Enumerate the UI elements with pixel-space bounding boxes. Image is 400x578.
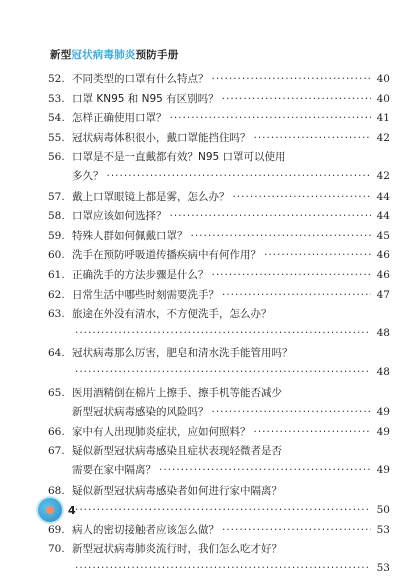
toc-entry-page: 42 xyxy=(376,131,390,144)
dot-leader xyxy=(170,109,372,128)
page-number: 4 xyxy=(68,503,76,517)
toc-entry-number: 70. xyxy=(48,543,65,556)
toc-entry[interactable] xyxy=(48,148,390,186)
toc-entry-title: 旅途在外没有清水，不方便洗手，怎么办？ xyxy=(72,308,272,321)
header-suffix: 预防手册 xyxy=(135,48,179,61)
toc-entry-page: 48 xyxy=(376,327,390,340)
toc-entry-title: 新型冠状病毒肺炎流行时，我们怎么吃才好？ xyxy=(72,543,282,556)
dot-leader xyxy=(212,70,372,89)
dot-leader xyxy=(222,286,371,305)
toc-entry[interactable] xyxy=(48,266,390,285)
dot-leader xyxy=(254,129,372,148)
toc-entry-number: 54. xyxy=(48,112,65,125)
toc-entry-page: 50 xyxy=(376,503,390,516)
toc-entry-title: 疑似新型冠状病毒感染者如何进行家中隔离？ xyxy=(72,484,282,497)
toc-entry-number: 62. xyxy=(48,288,65,301)
toc-entry[interactable] xyxy=(48,188,390,207)
toc-entry-number: 57. xyxy=(48,190,65,203)
toc-entry-number: 52. xyxy=(48,73,65,85)
toc-entry-title: 冠状病毒体积很小，戴口罩能挡住吗？ xyxy=(72,131,251,144)
toc-entry-title: 冠状病毒那么厉害，肥皂和清水洗手能管用吗？ xyxy=(72,347,293,360)
toc-entry[interactable] xyxy=(48,540,390,578)
toc-entry-title: 医用酒精倒在棉片上擦手、擦手机等能否减少 xyxy=(72,386,282,399)
toc-entry-number: 65. xyxy=(48,386,65,399)
dot-leader xyxy=(264,246,371,265)
toc-entry-page: 41 xyxy=(376,112,390,125)
toc-entry-number: 69. xyxy=(48,523,65,536)
toc-entry[interactable] xyxy=(48,70,390,89)
toc-entry-title: 新型冠状病毒感染的风险吗？ xyxy=(72,405,209,418)
dot-leader xyxy=(159,461,371,480)
toc-entry-title: 疑似新型冠状病毒感染且症状表现轻微者是否 xyxy=(72,445,282,458)
toc-entry[interactable] xyxy=(48,246,390,265)
toc-entry-page: 40 xyxy=(376,73,390,85)
toc-entry[interactable] xyxy=(48,423,390,442)
toc-entry[interactable] xyxy=(48,129,390,148)
dot-leader xyxy=(222,90,371,109)
toc-entry-page: 53 xyxy=(376,523,390,536)
toc-entry-page: 44 xyxy=(376,210,390,223)
header-highlight: 冠状病毒肺炎 xyxy=(71,48,136,61)
toc-entry-page: 48 xyxy=(376,366,390,379)
toc-entry-page: 40 xyxy=(376,92,390,105)
toc-entry-title: 不同类型的口罩有什么特点？ xyxy=(72,73,209,85)
dot-leader xyxy=(75,324,371,343)
dot-leader xyxy=(254,423,372,442)
toc-entry[interactable] xyxy=(48,305,390,343)
toc-entry-title: 需要在家中隔离？ xyxy=(72,464,156,477)
toc-entry-number: 63. xyxy=(48,308,65,321)
toc-entry-number: 55. xyxy=(48,131,65,144)
toc-entry-page: 44 xyxy=(376,190,390,203)
toc-entry-number: 59. xyxy=(48,229,65,242)
toc-entry-page: 46 xyxy=(376,269,390,281)
toc-entry[interactable] xyxy=(48,442,390,480)
toc-entry-number: 58. xyxy=(48,210,65,223)
toc-entry-number: 53. xyxy=(48,92,65,105)
dot-leader xyxy=(170,207,372,226)
toc-entry-title: 戴上口罩眼镜上都是雾，怎么办？ xyxy=(72,190,230,203)
dot-leader xyxy=(75,363,371,382)
dot-leader xyxy=(191,227,372,246)
virus-icon xyxy=(38,498,62,522)
toc-entry-number: 67. xyxy=(48,445,65,458)
toc-entry-title: 病人的密切接触者应该怎么做？ xyxy=(72,523,219,536)
dot-leader xyxy=(75,501,371,520)
toc-entry[interactable] xyxy=(48,286,390,305)
dot-leader xyxy=(75,559,371,578)
toc-entry-number: 66. xyxy=(48,425,65,438)
toc-entry-number: 64. xyxy=(48,347,65,360)
toc-entry-title: 口罩应该如何选择？ xyxy=(72,210,167,223)
toc-entry-title: 口罩 KN95 和 N95 有区别吗？ xyxy=(72,92,219,105)
toc-entry-title: 多久？ xyxy=(72,170,104,183)
toc-entry-title: 日常生活中哪些时刻需要洗手？ xyxy=(72,288,219,301)
toc-entry-title: 洗手在预防呼吸道传播疾病中有何作用？ xyxy=(72,249,261,262)
toc-entry-page: 53 xyxy=(376,562,390,575)
toc-entry-title: 正确洗手的方法步骤是什么？ xyxy=(72,269,209,281)
toc-entry-page: 49 xyxy=(376,405,390,418)
toc-entry-page: 49 xyxy=(376,464,390,477)
toc-entry-title: 特殊人群如何佩戴口罩？ xyxy=(72,229,188,242)
toc-entry-title: 怎样正确使用口罩？ xyxy=(72,112,167,125)
toc-entry-page: 47 xyxy=(376,288,390,301)
dot-leader xyxy=(212,266,372,285)
header-prefix: 新型 xyxy=(50,48,72,61)
toc-entry-page: 49 xyxy=(376,425,390,438)
toc-entry[interactable] xyxy=(48,482,390,520)
toc-entry-number: 61. xyxy=(48,269,65,281)
toc-entry[interactable] xyxy=(48,521,390,540)
dot-leader xyxy=(107,167,372,186)
toc-entry-number: 68. xyxy=(48,484,65,497)
toc-entry[interactable] xyxy=(48,109,390,128)
toc-entry[interactable] xyxy=(48,227,390,246)
toc-entry[interactable] xyxy=(48,90,390,109)
page-footer xyxy=(38,498,76,522)
dot-leader xyxy=(233,188,372,207)
dot-leader xyxy=(212,403,372,422)
toc-entry-title: 口罩是不是一直戴都有效？N95 口罩可以使用 xyxy=(72,151,286,164)
toc-entry-page: 45 xyxy=(376,229,390,242)
toc-entry[interactable] xyxy=(48,344,390,382)
toc-entry-number: 56. xyxy=(48,151,65,164)
dot-leader xyxy=(222,521,371,540)
running-header xyxy=(50,45,178,63)
toc-entry[interactable] xyxy=(48,207,390,226)
toc-entry-number: 60. xyxy=(48,249,65,262)
toc-entry[interactable] xyxy=(48,384,390,422)
toc-entry-page: 46 xyxy=(376,249,390,262)
toc-entry-page: 42 xyxy=(376,170,390,183)
toc-entry-title: 家中有人出现肺炎症状，应如何照料？ xyxy=(72,425,251,438)
